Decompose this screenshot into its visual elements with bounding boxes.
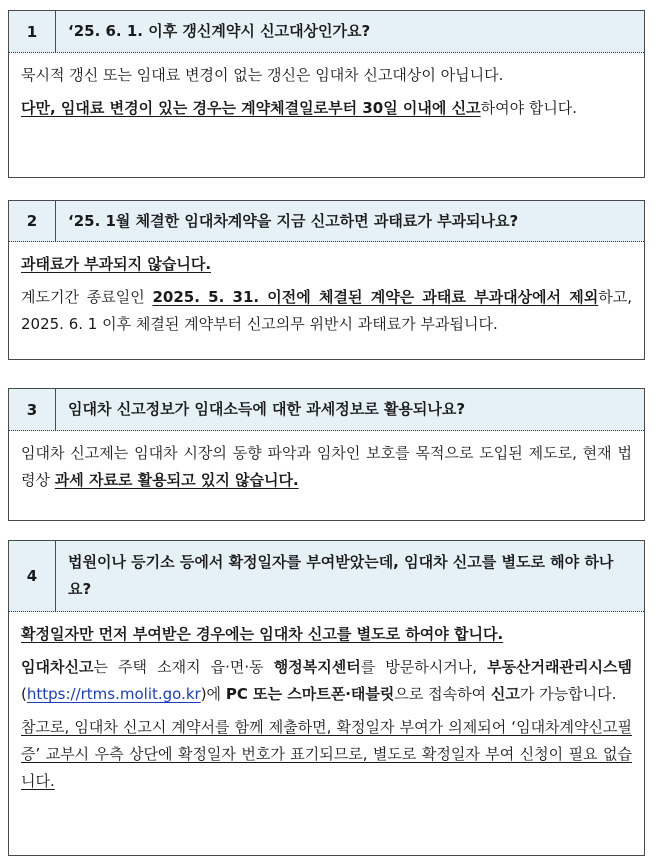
answer-text: 가 가능합니다.: [519, 685, 617, 703]
answer-paragraph: [21, 440, 632, 494]
question-number: 4: [9, 541, 56, 611]
faq-header: [9, 201, 644, 242]
answer-body: [9, 242, 644, 348]
question-number: 3: [9, 389, 56, 430]
answer-text: 를 방문하시거나,: [360, 658, 488, 676]
answer-paragraph: [21, 654, 632, 708]
answer-text: (: [21, 685, 27, 703]
answer-text: 으로 접속하여: [394, 685, 491, 703]
question-number: 1: [9, 11, 56, 52]
answer-body: [9, 612, 644, 805]
answer-emphasis: 신고: [490, 685, 520, 703]
question-text: ‘25. 1월 체결한 임대차계약을 지금 신고하면 과태료가 부과되나요?: [68, 211, 519, 230]
answer-emphasis: 행정복지센터: [273, 658, 361, 676]
answer-paragraph: 참고로, 임대차 신고시 계약서를 함께 제출하면, 확정일자 부여가 의제되어 ‘임대차계약신고필증’ 교부시 우측 상단에 확정일자 번호가 표기되므로, 별도로 확정일자 부여 신청이 필요 없습니다.: [21, 718, 632, 790]
answer-text: 계도기간 종료일인: [21, 288, 153, 306]
faq-header: [9, 389, 644, 431]
faq-header: [9, 11, 644, 53]
rtms-link[interactable]: https://rtms.molit.go.kr: [26, 685, 201, 703]
question-text: ‘25. 6. 1. 이후 갱신계약시 신고대상인가요?: [68, 22, 371, 40]
answer-text: 는 주택 소재지 읍·면·동: [93, 658, 274, 676]
answer-emphasis: PC 또는 스마트폰·태블릿: [225, 685, 395, 703]
answer-text: )에: [200, 685, 226, 703]
answer-emphasis: 다만, 임대료 변경이 있는 경우는 계약체결일로부터 30일 이내에 신고: [21, 99, 481, 117]
question-number: 2: [9, 201, 56, 241]
answer-paragraph: 과태료가 부과되지 않습니다.: [21, 255, 212, 273]
answer-emphasis: 부동산거래관리시스템: [487, 658, 632, 676]
answer-text: 하고, 2025. 6. 1 이후 체결된 계약부터 신고의무 위반시 과태료가 부과됩니다.: [21, 288, 632, 333]
faq-card-4: [8, 540, 645, 856]
answer-body: [9, 53, 644, 132]
answer-body: [9, 431, 644, 504]
faq-card-2: [8, 200, 645, 360]
faq-card-3: [8, 388, 645, 521]
answer-emphasis: 과세 자료로 활용되고 있지 않습니다.: [54, 471, 299, 489]
answer-paragraph: [21, 95, 632, 122]
question-text: 법원이나 등기소 등에서 확정일자를 부여받았는데, 임대차 신고를 별도로 해야 하나요?: [68, 553, 614, 598]
answer-text: 하여야 합니다.: [480, 99, 578, 117]
answer-emphasis: 임대차신고: [21, 658, 94, 676]
answer-emphasis: 2025. 5. 31. 이전에 체결된 계약은 과태료 부과대상에서 제외: [152, 288, 599, 306]
answer-paragraph: 확정일자만 먼저 부여받은 경우에는 임대차 신고를 별도로 하여야 합니다.: [21, 625, 504, 643]
answer-text: 임대차 신고제는 임대차 시장의 동향 파악과 임차인 보호를 목적으로 도입된 제도로, 현재 법령상: [21, 444, 632, 489]
answer-paragraph: [21, 284, 632, 338]
answer-paragraph: 묵시적 갱신 또는 임대료 변경이 없는 갱신은 임대차 신고대상이 아닙니다.: [21, 66, 504, 84]
question-text: 임대차 신고정보가 임대소득에 대한 과세정보로 활용되나요?: [68, 400, 466, 418]
faq-card-1: [8, 10, 645, 178]
faq-header: [9, 541, 644, 612]
